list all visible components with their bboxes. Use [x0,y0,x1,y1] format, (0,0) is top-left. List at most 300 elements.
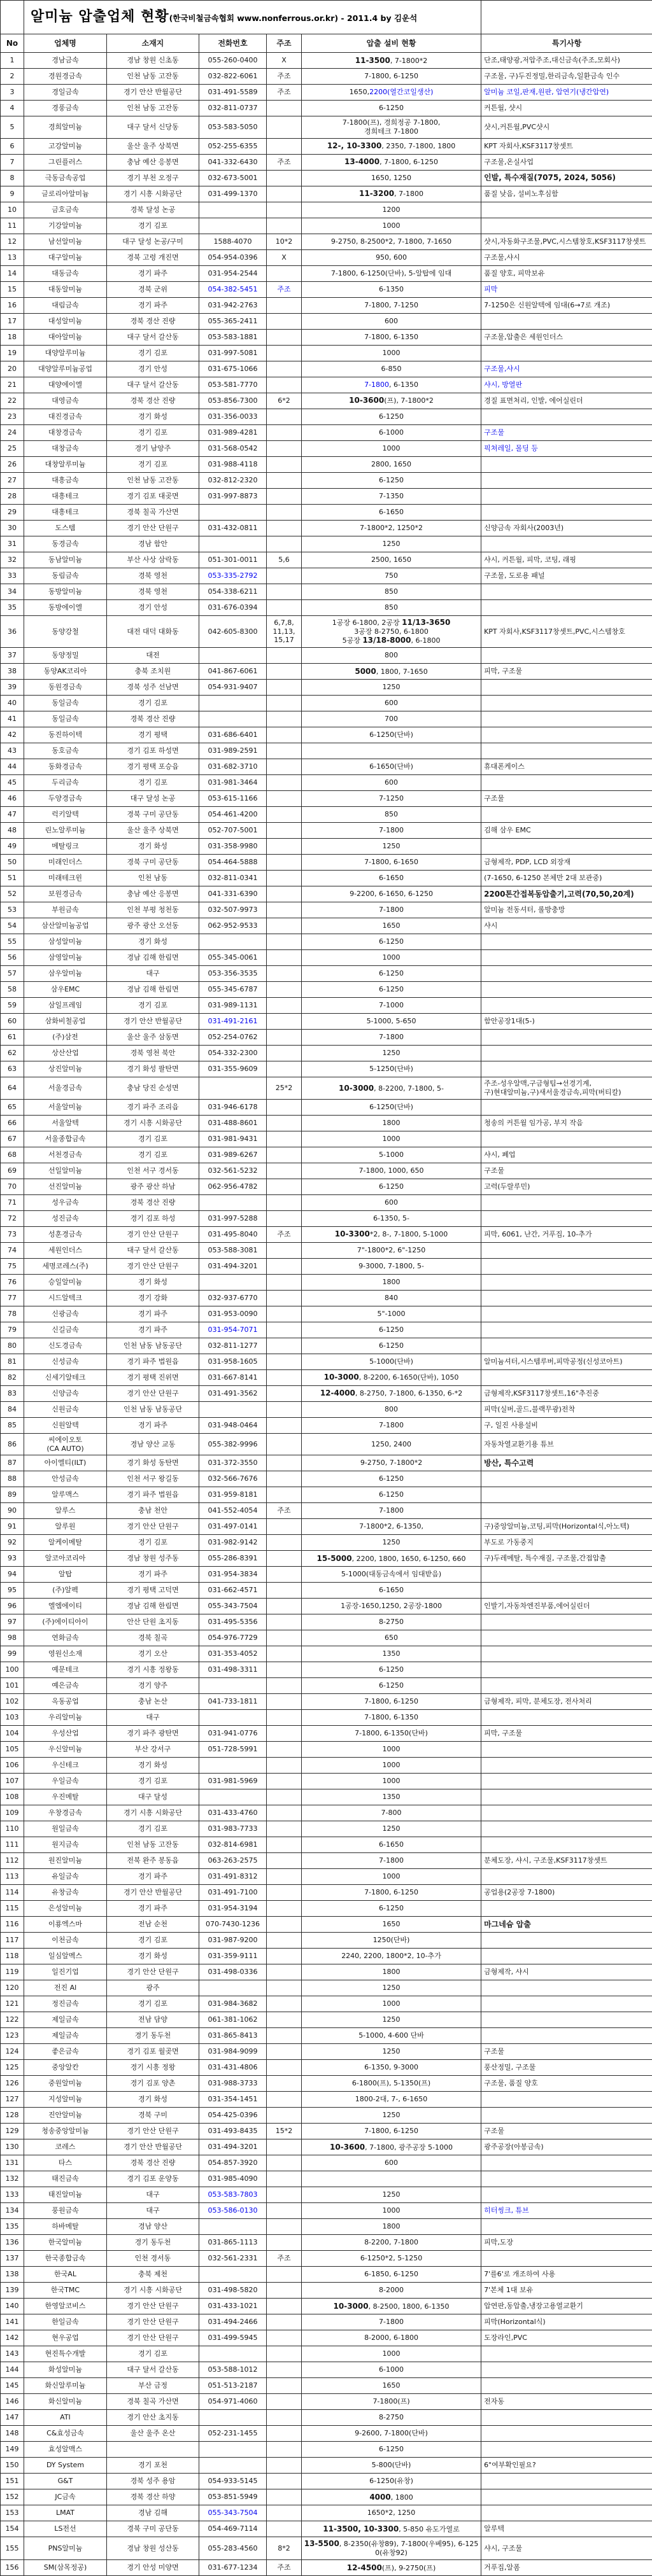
cell-company: 한영알코비스 [24,2299,107,2314]
cell-location: 경기 김포 [107,775,199,791]
cell-phone: 031-433-1021 [199,2299,267,2314]
cell-no: 148 [1,2426,24,2442]
cell-casting [267,1163,302,1179]
cell-phone: 032-561-2331 [199,2251,267,2267]
cell-casting: 주조 [267,2560,302,2576]
cell-location: 인천 남동 남동공단 [107,1401,199,1417]
cell-casting [267,1417,302,1433]
cell-notes [481,1030,652,1046]
cell-location: 대구 [107,2187,199,2203]
cell-no: 63 [1,1061,24,1077]
cell-company: 경남금속 [24,53,107,69]
cell-casting [267,1949,302,1964]
cell-location: 인천 남동 고잔동 [107,1837,199,1853]
cell-phone: 031-676-0394 [199,599,267,615]
cell-casting [267,202,302,218]
cell-company: 동진하이텍 [24,727,107,743]
cell-notes: 픽쳐레일, 몰딩 등 [481,440,652,456]
cell-phone: 1588-4070 [199,234,267,249]
cell-company: 대흥테크 [24,504,107,520]
cell-notes: (7-1650, 6-1250 본체만 2대 보관중) [481,871,652,886]
cell-equipment: 1000 [302,1869,481,1885]
cell-company: 남선알미늄 [24,234,107,249]
cell-casting [267,1242,302,1258]
cell-notes: 방산, 특수고력 [481,1455,652,1471]
cell-location: 인천 부평 청천동 [107,902,199,918]
cell-phone: 031-494-2466 [199,2314,267,2330]
cell-company: 대영금속 [24,393,107,409]
cell-notes [481,2012,652,2028]
cell-phone: 031-359-9111 [199,1949,267,1964]
cell-phone: 062-956-4782 [199,1179,267,1194]
cell-location: 인천 서구 왕길동 [107,1471,199,1487]
cell-location: 경기 파주 [107,297,199,313]
cell-phone: 055-365-2411 [199,313,267,329]
cell-location: 경기 화성 [107,934,199,950]
cell-notes: 풍산정밀, 구조물 [481,2060,652,2076]
cell-company: 엘엠에이티 [24,1599,107,1614]
cell-notes [481,1774,652,1789]
cell-equipment: 1250(단바) [302,1933,481,1949]
cell-phone [199,711,267,727]
table-row [1,1401,652,1417]
cell-location: 경북 영천 [107,584,199,599]
cell-casting [267,2442,302,2458]
cell-notes [481,584,652,599]
table-row [1,1242,652,1258]
table-row [1,966,652,982]
cell-notes [481,1837,652,1853]
cell-no: 104 [1,1726,24,1742]
table-row [1,1583,652,1599]
cell-equipment: 1000 [302,1131,481,1147]
cell-location: 경기 오산 [107,1646,199,1662]
cell-casting [267,297,302,313]
table-row [1,1980,652,1996]
table-row [1,2076,652,2092]
cell-phone: 054-461-4200 [199,807,267,823]
cell-company: 제일금속 [24,2028,107,2044]
cell-company: 알탑 [24,1567,107,1583]
cell-no: 81 [1,1354,24,1369]
cell-casting [267,1115,302,1131]
cell-casting: 주조 [267,2251,302,2267]
cell-location: 안산 단원 초지동 [107,1614,199,1630]
cell-notes [481,218,652,234]
cell-no: 3 [1,85,24,101]
table-row [1,1662,652,1678]
cell-notes: 알미늄셔터,시스템루버,피막공정(신성코아트) [481,1354,652,1369]
cell-no: 22 [1,393,24,409]
cell-no: 135 [1,2219,24,2235]
cell-casting [267,775,302,791]
cell-company: 동경금속 [24,536,107,552]
cell-casting [267,918,302,934]
cell-notes: 인발, 특수재질(7075, 2024, 5056) [481,170,652,186]
cell-location: 경기 김포 [107,1933,199,1949]
cell-equipment: 6-1250 [302,1338,481,1354]
cell-casting [267,1614,302,1630]
cell-notes: 피막 [481,281,652,297]
cell-notes: 피막, 구조물 [481,664,652,680]
cell-equipment: 6-1250(단바) [302,1099,481,1115]
cell-notes [481,680,652,696]
cell-phone [199,2219,267,2235]
cell-no: 50 [1,855,24,871]
cell-equipment: 7-1800, 6-1250 [302,1885,481,1901]
table-row [1,440,652,456]
cell-location: 경남 창원 성주동 [107,1551,199,1567]
cell-no: 73 [1,1226,24,1242]
cell-no: 125 [1,2060,24,2076]
cell-location: 경북 칠곡 [107,1630,199,1646]
page-title-main: 알미늄 압출업체 현황 [31,9,169,25]
cell-company: 신성금속 [24,1354,107,1369]
cell-phone: 041-733-1811 [199,1694,267,1710]
cell-equipment: 7-1250 [302,791,481,807]
cell-casting [267,138,302,154]
cell-location: 경북 경산 진량 [107,393,199,409]
cell-no: 49 [1,839,24,855]
cell-casting [267,2060,302,2076]
cell-no: 57 [1,966,24,982]
page-title-suffix: (한국비철금속협회 www.nonferrous.or.kr) - 2011.4 by 김운석 [169,13,418,23]
table-row [1,2203,652,2219]
cell-company: 대구알미늄 [24,249,107,265]
cell-company: 청송중앙알미늄 [24,2124,107,2139]
cell-location: 경기 파주 [107,1417,199,1433]
cell-location: 경기 김포 [107,1996,199,2012]
cell-notes [481,1980,652,1996]
cell-phone: 032-814-6981 [199,1837,267,1853]
cell-notes: 샤시, 폐업 [481,1147,652,1163]
cell-equipment: 1800 [302,1115,481,1131]
cell-casting: 주조 [267,1503,302,1519]
cell-company: 태진금속 [24,2171,107,2187]
cell-notes [481,1210,652,1226]
cell-casting [267,2283,302,2299]
cell-equipment: 600 [302,696,481,711]
cell-location: 충남 천안 [107,1503,199,1519]
cell-company: 정진금속 [24,1996,107,2012]
cell-company: 미래테크윈 [24,871,107,886]
cell-notes [481,1338,652,1354]
column-header-phone: 전화번호 [199,34,267,53]
cell-no: 32 [1,552,24,568]
cell-casting: 10*2 [267,234,302,249]
cell-phone [199,1077,267,1100]
cell-phone [199,1980,267,1996]
cell-equipment: 6-1350 [302,281,481,297]
cell-casting [267,1014,302,1030]
cell-casting [267,759,302,775]
cell-location: 경기 김포 양촌 [107,2076,199,2092]
cell-no: 21 [1,377,24,393]
cell-equipment: 12-4000, 8-2750, 7-1800, 6-1350, 6-*2 [302,1385,481,1401]
cell-equipment: 1000 [302,2203,481,2219]
cell-notes [481,1758,652,1774]
cell-phone: 042-605-8300 [199,615,267,648]
table-row [1,2537,652,2560]
cell-phone: 031-677-1234 [199,2560,267,2576]
cell-no: 64 [1,1077,24,1100]
cell-notes [481,1290,652,1306]
cell-company: 알루맥스 [24,1487,107,1503]
cell-phone: 055-260-0400 [199,53,267,69]
table-row [1,2060,652,2076]
cell-notes: 구조물,샤시 [481,361,652,377]
cell-no: 147 [1,2410,24,2426]
table-row [1,2474,652,2489]
cell-location: 경남 양산 교동 [107,1433,199,1455]
cell-phone: 031-987-9200 [199,1933,267,1949]
cell-phone: 041-332-6430 [199,154,267,170]
cell-no: 152 [1,2489,24,2505]
cell-location: 대구 달서 갈산동 [107,1242,199,1258]
cell-company: 제일금속 [24,2012,107,2028]
cell-casting [267,2362,302,2378]
cell-notes: 7'를6'로 개조하여 사용 [481,2267,652,2283]
cell-location: 경기 김포 [107,1821,199,1837]
cell-phone: 031-981-3464 [199,775,267,791]
table-row [1,361,652,377]
table-row [1,1179,652,1194]
table-row [1,711,652,727]
cell-casting [267,2076,302,2092]
cell-phone: 054-338-6211 [199,584,267,599]
cell-phone: 031-981-9431 [199,1131,267,1147]
cell-company: 이룡엑스마 [24,1917,107,1933]
cell-company: 상진알미늄 [24,1061,107,1077]
cell-casting [267,743,302,759]
cell-equipment: 850 [302,584,481,599]
cell-phone: 054-469-7114 [199,2521,267,2537]
cell-company: 한국AL [24,2267,107,2283]
cell-no: 124 [1,2044,24,2060]
cell-company: 효성알맥스 [24,2442,107,2458]
cell-casting [267,1274,302,1290]
cell-no: 2 [1,69,24,85]
cell-casting [267,409,302,424]
cell-casting [267,456,302,472]
cell-notes: 구조물 [481,791,652,807]
cell-casting: X [267,53,302,69]
cell-equipment: 5-1000, 5-650 [302,1014,481,1030]
cell-location: 인천 남동 고잔동 [107,101,199,116]
cell-phone: 053-851-5949 [199,2489,267,2505]
cell-no: 111 [1,1837,24,1853]
cell-casting [267,1630,302,1646]
cell-phone: 054-976-7729 [199,1630,267,1646]
cell-equipment: 9-2750, 7-1800*2 [302,1455,481,1471]
cell-location: 경북 구미 공단동 [107,807,199,823]
cell-phone: 031-358-9980 [199,839,267,855]
title-row [1,1,652,34]
table-row [1,1678,652,1694]
cell-company: 중원알미늄 [24,2076,107,2092]
cell-company: 중앙알칸 [24,2060,107,2076]
cell-location: 경기 파주 [107,265,199,281]
cell-casting [267,472,302,488]
cell-location: 울산 울주 상북면 [107,138,199,154]
cell-casting [267,1646,302,1662]
cell-no: 55 [1,934,24,950]
cell-company: 우창경금속 [24,1805,107,1821]
cell-phone [199,1401,267,1417]
cell-company: 풍원금속 [24,2203,107,2219]
cell-phone: 031-997-8873 [199,488,267,504]
cell-phone: 041-867-6061 [199,664,267,680]
cell-phone: 054-931-9407 [199,680,267,696]
cell-casting [267,1210,302,1226]
cell-notes: 샤시, 방열판 [481,377,652,393]
cell-no: 101 [1,1678,24,1694]
cell-notes [481,1487,652,1503]
cell-no: 144 [1,2362,24,2378]
cell-equipment: 4000, 1800 [302,2489,481,2505]
cell-notes [481,2028,652,2044]
cell-casting [267,648,302,664]
cell-equipment: 600 [302,775,481,791]
cell-equipment: 7-1800(프), 경희정공 7-1800, 경희테크 7-1800 [302,116,481,139]
table-row [1,696,652,711]
cell-equipment: 6-1250 [302,2442,481,2458]
cell-equipment [302,2171,481,2187]
cell-notes [481,2251,652,2267]
cell-location: 경기 남양주 [107,440,199,456]
cell-no: 99 [1,1646,24,1662]
cell-notes [481,2171,652,2187]
cell-location: 경기 안성 [107,361,199,377]
cell-casting [267,1678,302,1694]
cell-notes [481,1194,652,1210]
cell-location: 경기 파주 조리읍 [107,1099,199,1115]
table-row [1,138,652,154]
cell-company: 경원경금속 [24,69,107,85]
cell-notes: 금형제작, 샤시 [481,1964,652,1980]
cell-company: 한국종합금속 [24,2251,107,2267]
cell-phone: 053-583-5050 [199,116,267,139]
cell-notes: 알미늄 코일,판재,원판, 압연기(냉간압연) [481,85,652,101]
cell-phone: 070-7430-1236 [199,1917,267,1933]
cell-phone [199,2267,267,2283]
cell-casting [267,1662,302,1678]
cell-company: 대아알미늄 [24,329,107,345]
cell-no: 95 [1,1583,24,1599]
cell-location: 인천 경서동 [107,2251,199,2267]
cell-no: 155 [1,2537,24,2560]
cell-equipment: 1250 [302,680,481,696]
cell-phone: 031-958-1605 [199,1354,267,1369]
cell-company: 유일금속 [24,1869,107,1885]
cell-company: 동방알미늄 [24,584,107,599]
cell-company: 신길금속 [24,1322,107,1338]
cell-notes: 도장라인,PVC [481,2330,652,2346]
cell-no: 83 [1,1385,24,1401]
cell-phone: 031-953-0090 [199,1306,267,1322]
table-row [1,2505,652,2521]
cell-casting [267,966,302,982]
cell-location: 경기 포천 [107,2458,199,2474]
cell-location: 경기 안산 단원구 [107,2299,199,2314]
cell-location: 경남 함안 [107,536,199,552]
cell-casting [267,520,302,536]
cell-equipment: 6-1250(유창) [302,2474,481,2489]
cell-no: 97 [1,1614,24,1630]
column-header-equipment: 압출 설비 현황 [302,34,481,53]
cell-location: 경기 김포 하성면 [107,743,199,759]
table-row [1,2235,652,2251]
cell-no: 130 [1,2139,24,2155]
cell-phone: 031-954-2544 [199,265,267,281]
cell-phone [199,2458,267,2474]
cell-notes: 피막, 6061, 난간, 거푸집, 10-추가 [481,1226,652,1242]
cell-company: 대동알미늄 [24,281,107,297]
cell-company: 대동금속 [24,265,107,281]
cell-location: 경기 김포 [107,2346,199,2362]
cell-no: 8 [1,170,24,186]
cell-location: 경기 김포 [107,696,199,711]
cell-notes [481,599,652,615]
table-row [1,1455,652,1471]
cell-location: 경기 안산 단원구 [107,2330,199,2346]
cell-phone: 032-673-5001 [199,170,267,186]
cell-company: 원진알미늄 [24,1853,107,1869]
cell-no: 105 [1,1742,24,1758]
cell-casting [267,1487,302,1503]
cell-notes [481,504,652,520]
cell-company: 안성금속 [24,1471,107,1487]
cell-phone: 031-997-5081 [199,345,267,361]
cell-phone: 055-345-6787 [199,982,267,998]
cell-company: 두양경금속 [24,791,107,807]
cell-no: 16 [1,297,24,313]
cell-equipment: 1250 [302,1535,481,1551]
cell-casting [267,2394,302,2410]
cell-casting [267,2219,302,2235]
cell-no: 52 [1,886,24,902]
cell-phone: 052-255-6355 [199,138,267,154]
cell-casting [267,568,302,584]
cell-phone: 053-588-3081 [199,1242,267,1258]
cell-company: 동화경금속 [24,759,107,775]
table-row [1,265,652,281]
cell-phone: 031-491-2161 [199,1014,267,1030]
cell-equipment: 6-1000 [302,424,481,440]
cell-company: 두리금속 [24,775,107,791]
table-row [1,1338,652,1354]
cell-equipment: 750 [302,568,481,584]
cell-phone: 053-588-1012 [199,2362,267,2378]
cell-phone: 032-937-6770 [199,1290,267,1306]
cell-company: 그린플러스 [24,154,107,170]
cell-location: 경기 동두천 [107,2235,199,2251]
cell-phone: 031-989-2591 [199,743,267,759]
cell-company: 성우금속 [24,1194,107,1210]
cell-equipment: 6-1250(단바) [302,727,481,743]
cell-equipment: 6-1250 [302,409,481,424]
cell-phone: 054-332-2300 [199,1046,267,1061]
cell-phone: 053-581-7770 [199,377,267,393]
table-row [1,1710,652,1726]
cell-equipment: 1250 [302,2108,481,2124]
cell-casting [267,1306,302,1322]
table-row [1,950,652,966]
header-row [1,34,652,53]
cell-no: 37 [1,648,24,664]
table-row [1,1503,652,1519]
cell-equipment: 7-1800 [302,823,481,839]
